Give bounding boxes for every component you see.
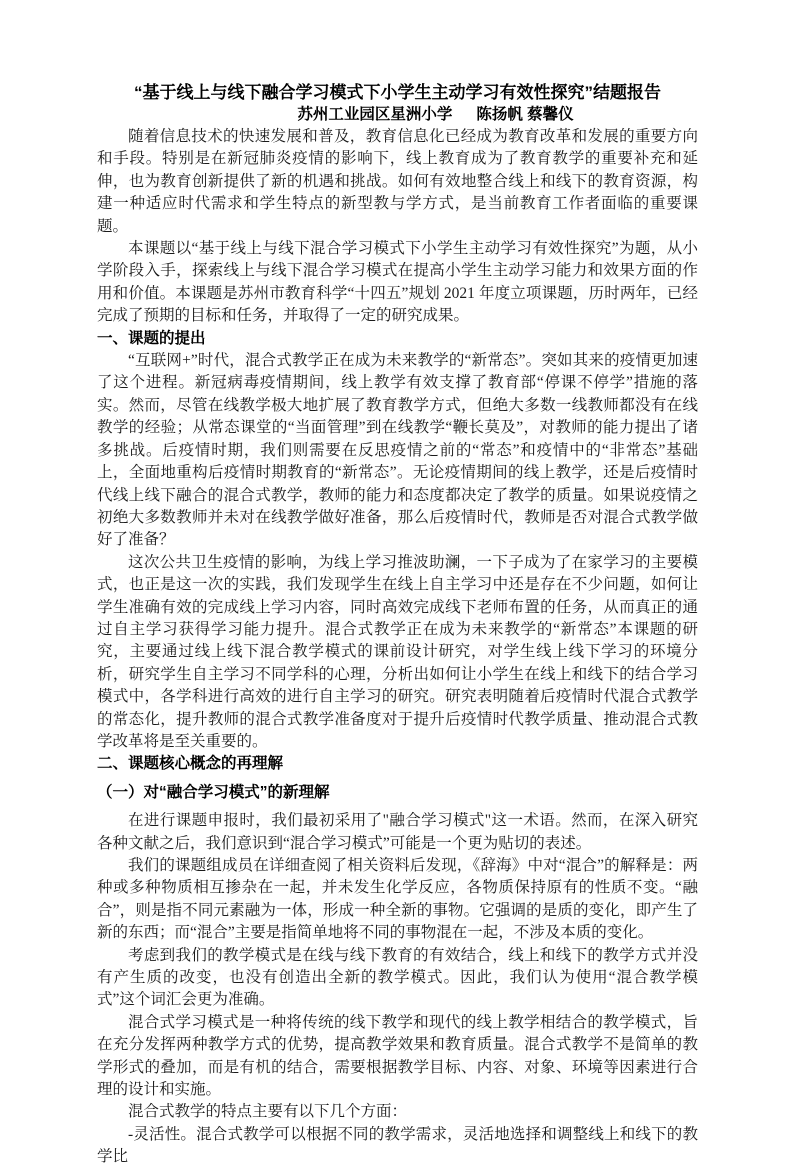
paragraph: 混合式教学的特点主要有以下几个方面： bbox=[128, 1103, 408, 1121]
paragraph: 我们的课题组成员在详细查阅了相关资料后发现，《辞海》中对“混合”的解释是：两种或多种物质相互掺杂在一起，并未发生化学反应，各物质保持原有的性质不变。“融合”，则是指不同元素融为一体，形成一种全新的事物。它强调的是质的变化，即产生了新的东西；而“混合”主要是指简单地将不同的事物混在一起，不涉及本质的变化。 bbox=[97, 857, 698, 942]
byline bbox=[135, 104, 736, 126]
byline-school: 苏州工业园区星洲小学 bbox=[297, 106, 453, 123]
paragraph: -灵活性。混合式教学可以根据不同的教学需求，灵活地选择和调整线上和线下的教学比 bbox=[97, 1125, 698, 1166]
paragraph: “互联网+”时代，混合式教学正在成为未来教学的“新常态”。突如其来的疫情更加速了这个进程。新冠病毒疫情期间，线上教学有效支撑了教育部“停课不停学”措施的落实。然而，尽管在线教学极大地扩展了教育教学方式，但绝大多数一线教师都没有在线教学的经验；从常态课堂的“当面管理”到在线教学“鞭长莫及”，对教师的能力提出了诸多挑战。后疫情时期，我们则需要在反思疫情之前的“常态”和疫情中的“非常态”基础上，全面地重构后疫情时期教育的“新常态”。无论疫情期间的线上教学，还是后疫情时代线上线下融合的混合式教学，教师的能力和态度都决定了教学的质量。如果说疫情之初绝大多数教师并未对在线教学做好准备，那么后疫情时代，教师是否对混合式教学做好了准备？ bbox=[97, 352, 698, 549]
byline-authors: 陈扬帆 蔡馨仪 bbox=[476, 106, 574, 123]
document-title: “基于线上与线下融合学习模式下小学生主动学习有效性探究”结题报告 bbox=[134, 83, 661, 102]
section-heading: 二、课题核心概念的再理解 bbox=[97, 755, 284, 773]
paragraph: 在进行课题申报时，我们最初采用了"融合学习模式"这一术语。然而，在深入研究各种文献之后，我们意识到“混合学习模式”可能是一个更为贴切的表述。 bbox=[97, 812, 698, 852]
subsection-heading: （一）对“融合学习模式”的新理解 bbox=[97, 783, 330, 801]
paragraph: 混合式学习模式是一种将传统的线下教学和现代的线上教学相结合的教学模式，旨在充分发挥两种教学方式的优势，提高教学效果和教育质量。混合式教学不是简单的教学形式的叠加，而是有机的结合，需要根据教学目标、内容、对象、环境等因素进行合理的设计和实施。 bbox=[97, 1013, 698, 1099]
paragraph: 考虑到我们的教学模式是在线与线下教育的有效结合，线上和线下的教学方式并没有产生质的改变，也没有创造出全新的教学模式。因此，我们认为使用“混合教学模式”这个词汇会更为准确。 bbox=[97, 946, 698, 1009]
paragraph: 本课题以“基于线上与线下混合学习模式下小学生主动学习有效性探究”为题，从小学阶段入手，探索线上与线下混合学习模式在提高小学生主动学习能力和效果方面的作用和价值。本课题是苏州市教育科学“十四五”规划 2021 年度立项课题，历时两年，已经完成了预期的目标和任务，并取得了一定的研究成果。 bbox=[97, 240, 698, 325]
paragraph: 这次公共卫生疫情的影响，为线上学习推波助澜，一下子成为了在家学习的主要模式，也正是这一次的实践，我们发现学生在线上自主学习中还是存在不少问题，如何让学生准确有效的完成线上学习内容，同时高效完成线下老师布置的任务，从而真正的通过自主学习获得学习能力提升。混合式教学正在成为未来教学的“新常态”本课题的研究，主要通过线上线下混合教学模式的课前设计研究，对学生线上线下学习的环境分析，研究学生自主学习不同学科的心理，分析出如何让小学生在线上和线下的结合学习模式中，各学科进行高效的进行自主学习的研究。研究表明随着后疫情时代混合式教学的常态化，提升教师的混合式教学准备度对于提升后疫情时代教学质量、推动混合式教学改革将是至关重要的。 bbox=[97, 553, 698, 750]
paragraph: 随着信息技术的快速发展和普及，教育信息化已经成为教育改革和发展的重要方向和手段。特别是在新冠肺炎疫情的影响下，线上教育成为了教育教学的重要补充和延伸，也为教育创新提供了新的机遇和挑战。如何有效地整合线上和线下的教育资源，构建一种适应时代需求和学生特点的新型教与学方式，是当前教育工作者面临的重要课题。 bbox=[97, 128, 698, 235]
document-content bbox=[97, 82, 698, 1169]
document-body bbox=[97, 126, 698, 1169]
section-heading: 一、课题的提出 bbox=[97, 329, 206, 347]
